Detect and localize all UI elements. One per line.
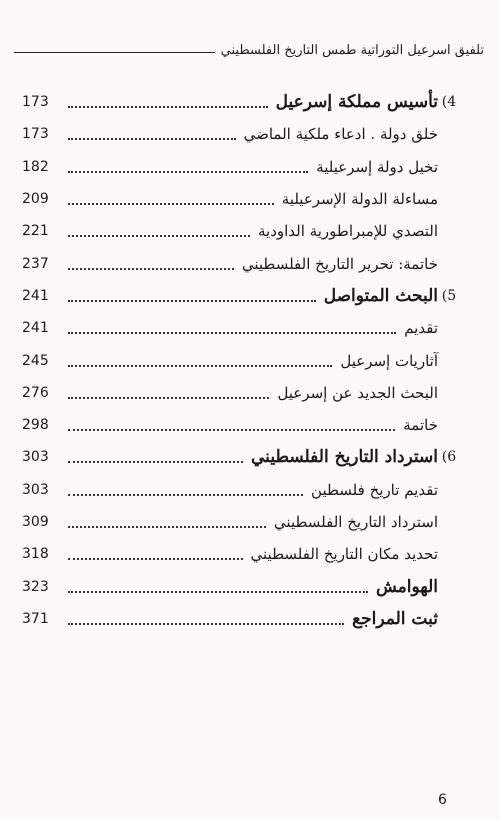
dot-leader — [68, 591, 368, 593]
page-number: 6 — [438, 792, 447, 808]
toc-entry-title: تأسيس مملكة إسرعيل — [275, 92, 438, 113]
toc-section-row — [22, 151, 460, 183]
dot-leader — [68, 397, 269, 399]
toc-page-number: 221 — [22, 223, 49, 240]
toc-section-row — [22, 118, 460, 150]
toc-page-number: 276 — [22, 384, 49, 401]
dot-leader — [68, 558, 243, 560]
toc-entry-title: مساءلة الدولة الإسرعيلية — [281, 190, 438, 209]
toc-page-number: 173 — [22, 94, 49, 111]
toc-page-number: 245 — [22, 352, 49, 369]
toc-page-number: 371 — [22, 610, 49, 627]
toc-page-number: 309 — [22, 514, 49, 530]
dot-leader — [68, 526, 266, 528]
toc-entry-title: تقديم تاريخ فلسطين — [311, 480, 438, 499]
toc-chapter-row — [22, 280, 460, 312]
toc-page-number: 318 — [22, 546, 49, 563]
dot-leader — [68, 300, 316, 302]
header-title: تلفيق اسرعيل التوراتية طمس التاريخ الفلسطيني — [220, 42, 484, 58]
toc-entry-title: البحث الجديد عن إسرعيل — [277, 383, 438, 402]
toc-entry-title: آثاريات إسرعيل — [340, 351, 438, 370]
toc-section-row — [22, 215, 460, 247]
toc-entry-title: تحديد مكان التاريخ الفلسطيني — [250, 545, 438, 564]
dot-leader — [68, 365, 332, 367]
toc-chapter-row — [22, 441, 460, 473]
toc-page-number: 241 — [22, 287, 49, 304]
toc-section-row — [22, 247, 460, 279]
header-rule — [14, 52, 215, 53]
toc-section-row — [22, 183, 460, 215]
dot-leader — [68, 268, 234, 270]
toc-entry-title: خاتمة — [403, 416, 438, 435]
dot-leader — [68, 203, 274, 205]
dot-leader — [68, 106, 268, 108]
toc-entry-title: تقديم — [404, 319, 438, 338]
toc-chapter-row — [22, 570, 460, 602]
toc-entry-title: البحث المتواصل — [323, 285, 438, 306]
dot-leader — [68, 494, 303, 496]
toc-page-number: 182 — [22, 158, 49, 175]
dot-leader — [68, 235, 250, 237]
toc-section-row — [22, 409, 460, 441]
toc-entry-title: ثبت المراجع — [352, 608, 438, 629]
toc-chapter-number: 6) — [441, 449, 457, 466]
toc-page-number: 303 — [22, 449, 49, 466]
dot-leader — [68, 332, 396, 334]
toc-page-number: 173 — [22, 126, 49, 143]
toc-page-number: 303 — [22, 481, 49, 498]
toc-entry-title: خلق دولة . ادعاء ملكية الماضي — [243, 125, 438, 144]
dot-leader — [68, 138, 236, 140]
toc-section-row — [22, 474, 460, 506]
toc-section-row — [22, 344, 460, 376]
toc-section-row — [22, 377, 460, 409]
toc-entry-title: استرداد التاريخ الفلسطيني — [251, 447, 438, 468]
toc-page-number: 323 — [22, 578, 49, 595]
toc-entry-title: الهوامش — [375, 576, 438, 597]
toc-page-number: 237 — [22, 255, 49, 272]
toc-entry-title: التصدي للإمبراطورية الداودية — [257, 222, 438, 241]
toc-page-number: 241 — [22, 320, 49, 337]
dot-leader — [68, 461, 243, 463]
dot-leader — [68, 171, 308, 173]
toc-section-row — [22, 506, 460, 538]
toc-entry-title: استرداد التاريخ الفلسطيني — [273, 513, 438, 531]
table-of-contents — [22, 86, 460, 635]
toc-chapter-row — [22, 603, 460, 635]
toc-section-row — [22, 538, 460, 570]
dot-leader — [68, 429, 395, 431]
toc-chapter-number: 4) — [441, 94, 457, 111]
running-header — [14, 38, 484, 62]
toc-entry-title: تخيل دولة إسرعيلية — [316, 157, 438, 176]
toc-entry-title: خاتمة: تحرير التاريخ الفلسطيني — [241, 254, 438, 273]
toc-section-row — [22, 312, 460, 344]
toc-chapter-number: 5) — [441, 287, 457, 304]
toc-page-number: 298 — [22, 417, 49, 434]
toc-chapter-row — [22, 86, 460, 118]
toc-page-number: 209 — [22, 191, 49, 208]
dot-leader — [68, 623, 344, 625]
